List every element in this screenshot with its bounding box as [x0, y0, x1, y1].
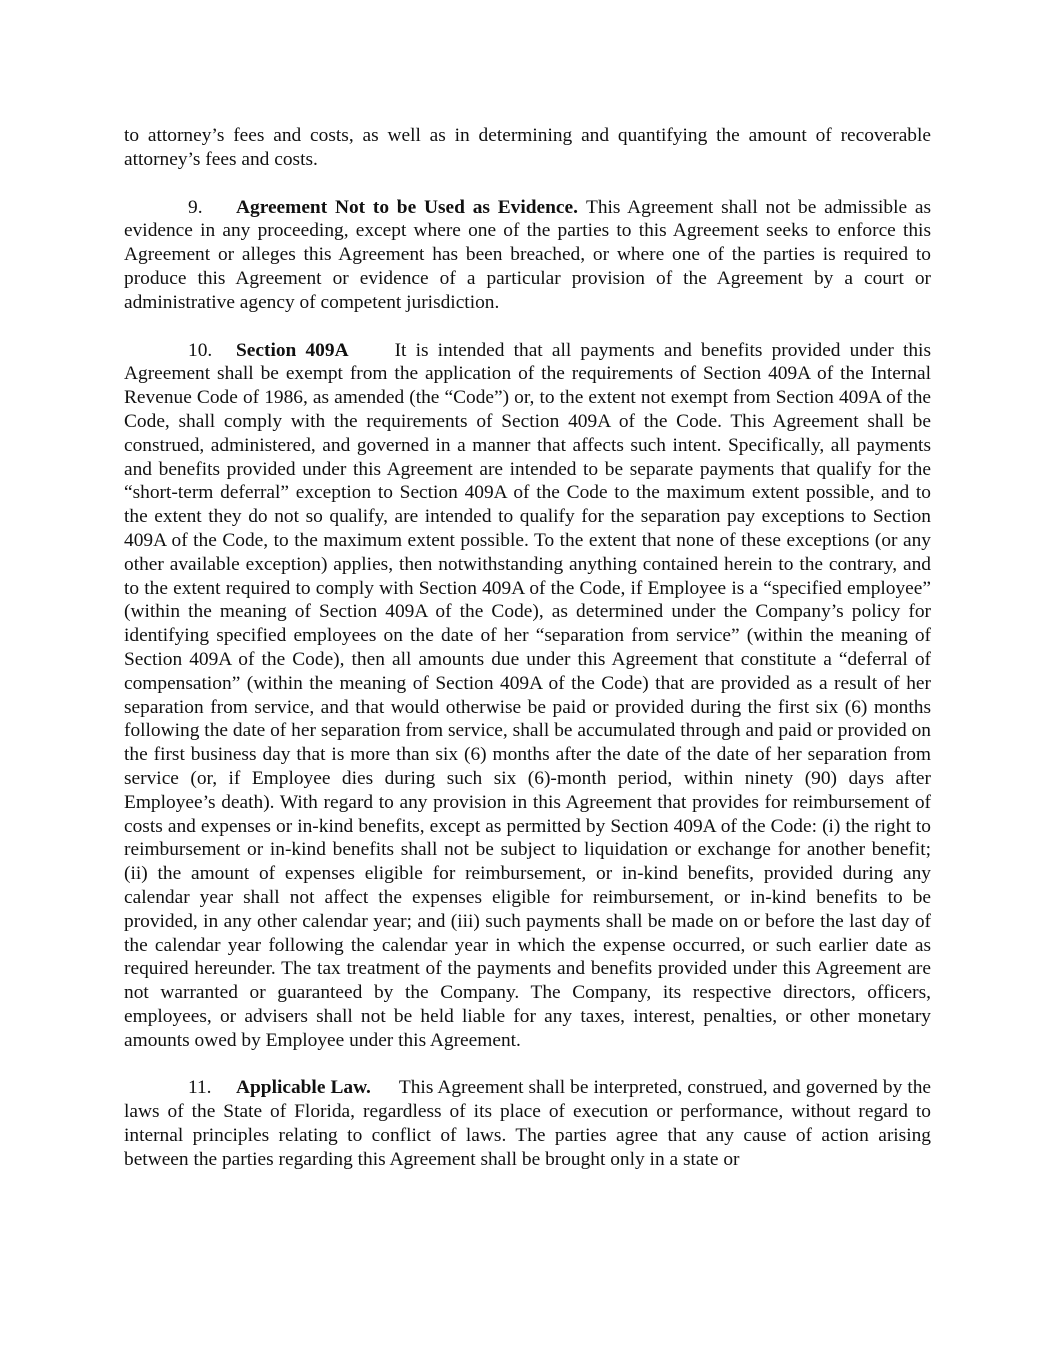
- section-10-body: It is intended that all payments and benefits provided under this Agreement shall be exempt from the application of the requirements of Section 409A of the Internal Revenue Code of 1986, as amended (the “Code”) or, to the extent not exempt from Section 409A of the Code, shall comply with the requirements of Section 409A of the Code. This Agreement shall be construed, administered, and governed in a manner that affects such intent. Specifically, all payments and benefits provided under this Agreement are intended to be separate payments that qualify for the “short-term deferral” exception to Section 409A of the Code to the maximum extent possible, and to the extent they do not so qualify, are intended to qualify for the separation pay exceptions to Section 409A of the Code, to the maximum extent possible. To the extent that none of these exceptions (or any other available exception) applies, then notwithstanding anything contained herein to the contrary, and to the extent required to comply with Section 409A of the Code, if Employee is a “specified employee” (within the meaning of Section 409A of the Code), as determined under the Company’s policy for identifying specified employees on the date of her “separation from service” (within the meaning of Section 409A of the Code), then all amounts due under this Agreement that constitute a “deferral of compensation” (within the meaning of Section 409A of the Code) that are provided as a result of her separation from service, and that would otherwise be paid or provided during the first six (6) months following the date of her separation from service, shall be accumulated through and paid or provided on the first business day that is more than six (6) months after the date of the date of her separation from service (or, if Employee dies during such six (6)-month period, within ninety (90) days after Employee’s death). With regard to any provision in this Agreement that provides for reimbursement of costs and expenses or in-kind benefits, except as permitted by Section 409A of the Code: (i) the right to reimbursement or in-kind benefits shall not be subject to liquidation or exchange for another benefit; (ii) the amount of expenses eligible for reimbursement, or in-kind benefits, provided during any calendar year shall not affect the expenses eligible for reimbursement, or in-kind benefits to be provided, in any other calendar year; and (iii) such payments shall be made on or before the last day of the calendar year following the calendar year in which the expense occurred, or such earlier date as required hereunder. The tax treatment of the payments and benefits provided under this Agreement are not warranted or guaranteed by the Company. The Company, its respective directors, officers, employees, or advisers shall not be held liable for any taxes, interest, penalties, or other monetary amounts owed by Employee under this Agreement.: [124, 339, 931, 1051]
- section-9-heading: Agreement Not to be Used as Evidence.: [236, 196, 578, 218]
- section-9-paragraph: [124, 196, 931, 315]
- section-11-body: This Agreement shall be interpreted, construed, and governed by the laws of the State of Florida, regardless of its place of execution or performance, without regard to internal principles relating to conflict of laws. The parties agree that any cause of action arising between the parties regarding this Agreement shall be brought only in a state or: [124, 1077, 932, 1170]
- section-9-number: 9.: [188, 196, 203, 218]
- document-page: [124, 124, 931, 1196]
- section-10-heading: Section 409A: [236, 339, 349, 361]
- section-10-number: 10.: [188, 339, 213, 361]
- section-11-number: 11.: [188, 1077, 212, 1099]
- section-11-paragraph: [124, 1076, 931, 1171]
- section-10-paragraph: [124, 339, 931, 1053]
- continuation-paragraph: to attorney’s fees and costs, as well as in determining and quantifying the amount of recoverable attorney’s fees and costs.: [124, 125, 931, 170]
- section-9-body: This Agreement shall not be admissible as evidence in any proceeding, except where one of the parties to this Agreement seeks to enforce this Agreement or alleges this Agreement has been breached, or where one of the parties is required to produce this Agreement or evidence of a particular provision of the Agreement by a court or administrative agency of competent jurisdiction.: [124, 196, 931, 313]
- section-11-heading: Applicable Law.: [236, 1077, 371, 1099]
